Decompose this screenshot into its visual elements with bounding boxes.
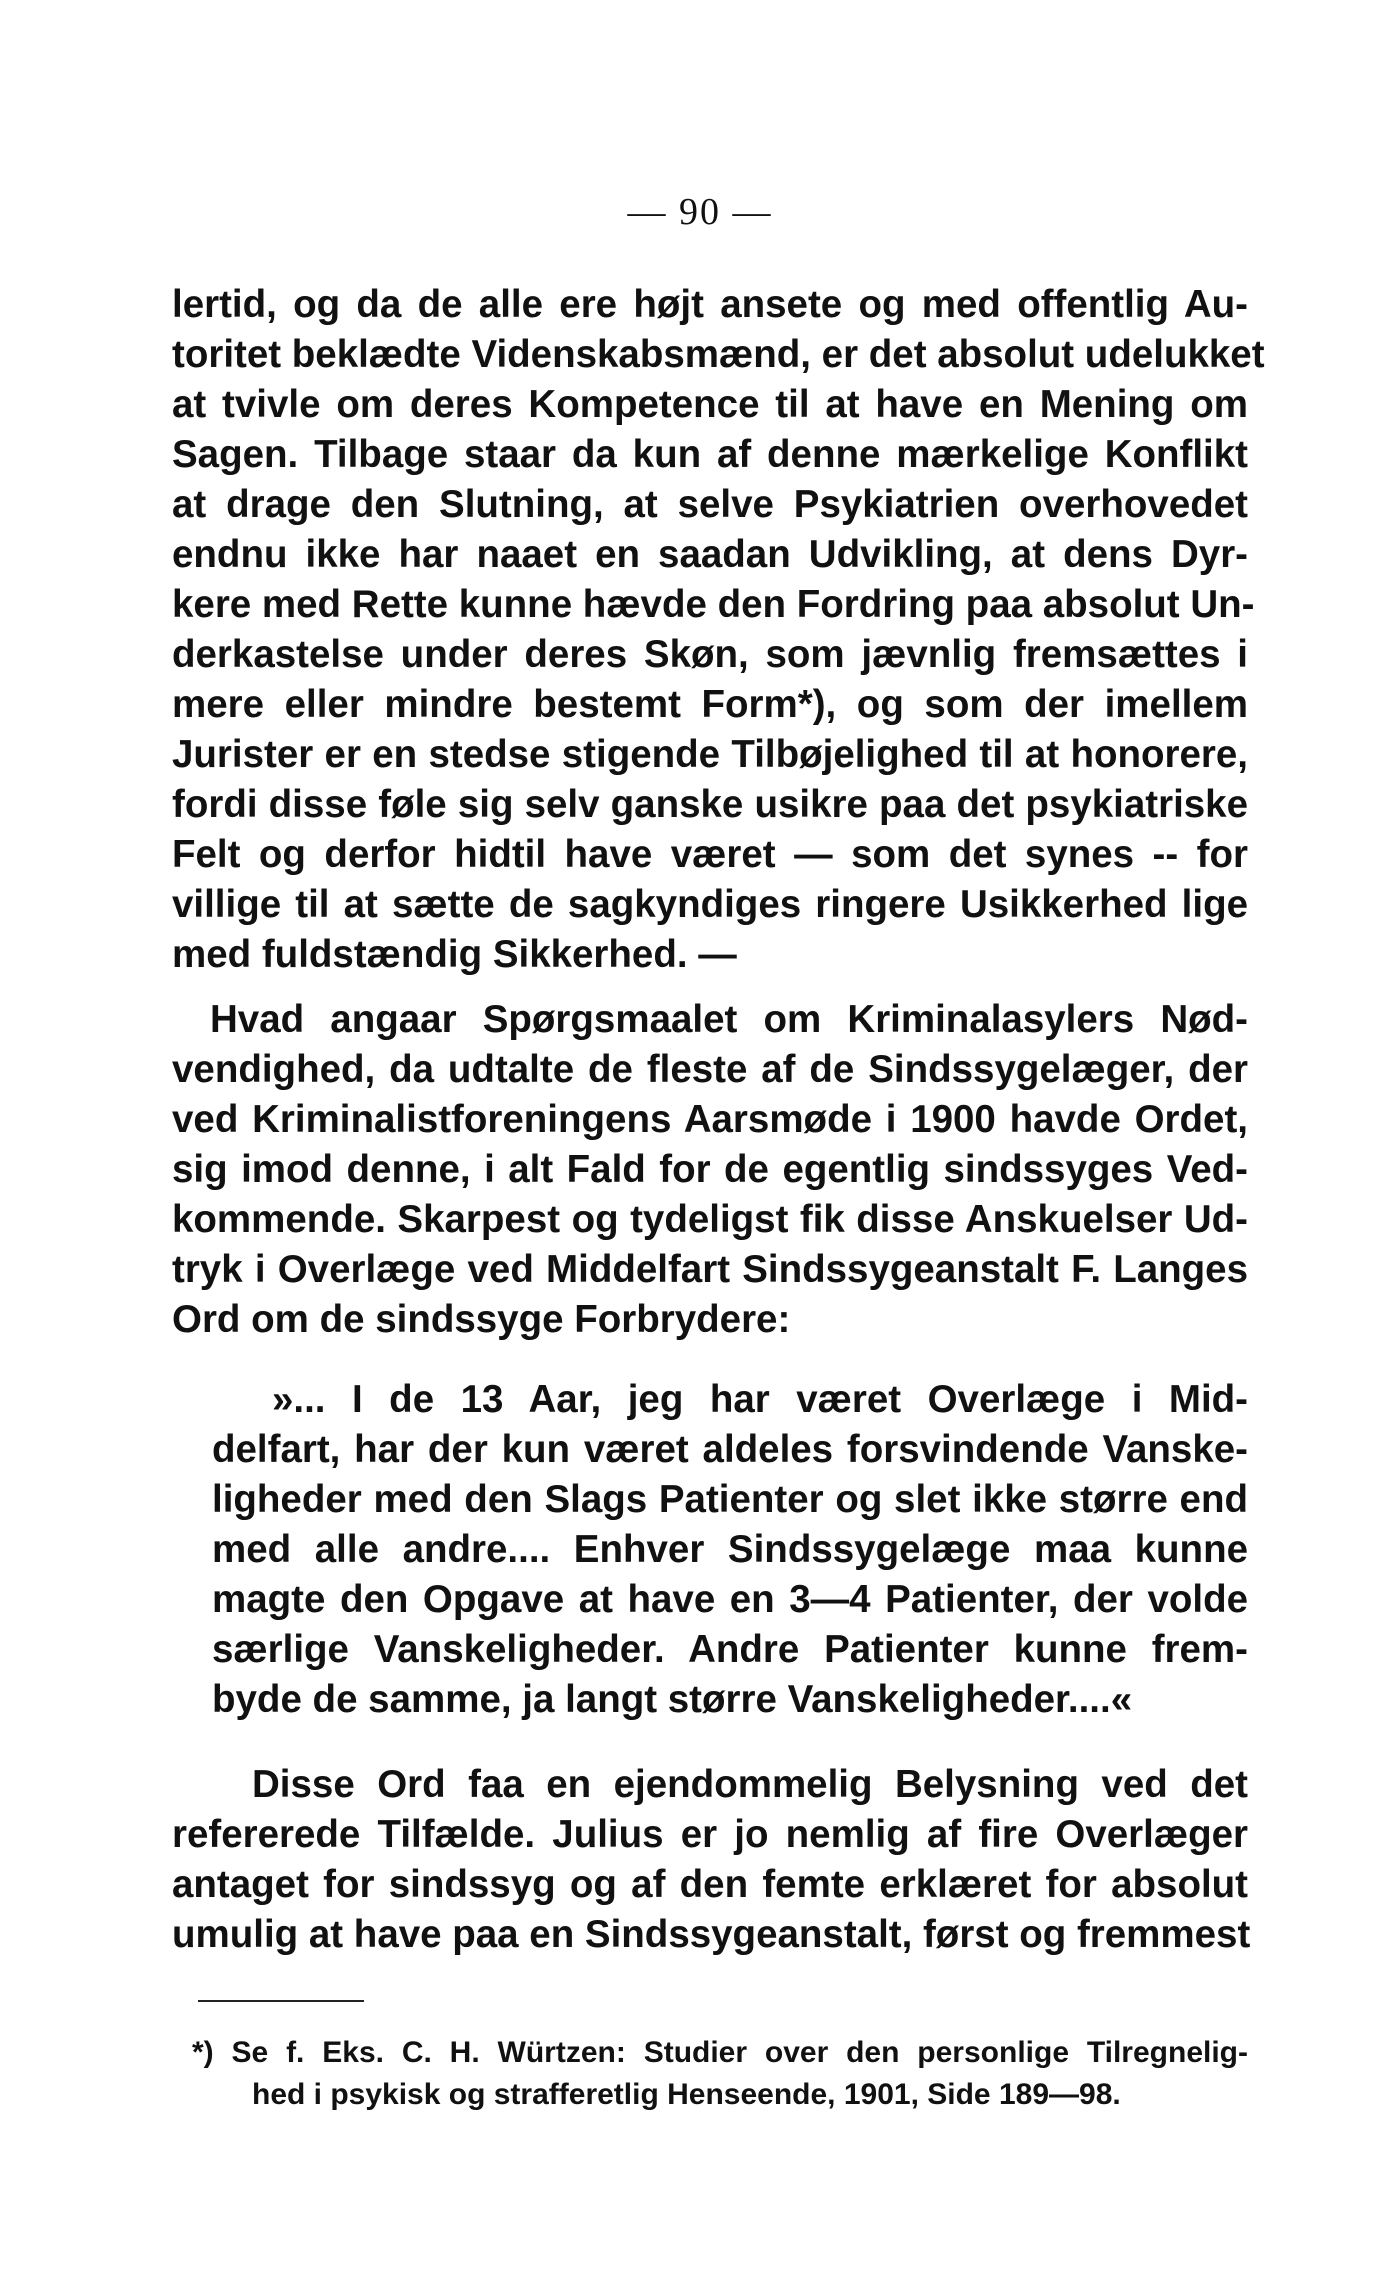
- text-line: fordi disse føle sig selv ganske usikre paa det psykiatriske: [172, 783, 1248, 826]
- text-line: Jurister er en stedse stigende Tilbøjelighed til at honorere,: [172, 733, 1248, 776]
- quote-line: delfart, har der kun været aldeles forsvindende Vanske-: [212, 1428, 1248, 1471]
- text-line: villige til at sætte de sagkyndiges ringere Usikkerhed lige: [172, 883, 1248, 926]
- paragraph-3: [172, 1760, 1251, 1960]
- text-line: sig imod denne, i alt Fald for de egentlig sindssyges Ved-: [172, 1148, 1248, 1191]
- text-line: Felt og derfor hidtil have været — som det synes -- for: [172, 833, 1248, 876]
- text-line: umulig at have paa en Sindssygeanstalt, først og fremmest: [172, 1913, 1251, 1956]
- footnote-line: hed i psykisk og strafferetlig Henseende, 1901, Side 189—98.: [252, 2078, 1121, 2111]
- quote-line: særlige Vanskeligheder. Andre Patienter kunne frem-: [212, 1628, 1248, 1671]
- text-line: Hvad angaar Spørgsmaalet om Kriminalasylers Nød-: [210, 998, 1248, 1041]
- text-line: Ord om de sindssyge Forbrydere:: [172, 1298, 791, 1341]
- text-line: kere med Rette kunne hævde den Fordring paa absolut Un-: [172, 583, 1255, 626]
- quote-line: magte den Opgave at have en 3—4 Patienter, der volde: [212, 1578, 1248, 1621]
- text-line: at drage den Slutning, at selve Psykiatrien overhovedet: [172, 483, 1248, 526]
- text-line: endnu ikke har naaet en saadan Udvikling, at dens Dyr-: [172, 533, 1248, 576]
- paragraph-1: [172, 280, 1265, 980]
- page-number: — 90 —: [627, 191, 773, 233]
- quote-line: »... I de 13 Aar, jeg har været Overlæge i Mid-: [272, 1378, 1248, 1421]
- text-line: at tvivle om deres Kompetence til at have en Mening om: [172, 383, 1248, 426]
- text-line: lertid, og da de alle ere højt ansete og med offentlig Au-: [172, 283, 1248, 326]
- quote-line: med alle andre.... Enhver Sindssygelæge maa kunne: [212, 1528, 1248, 1571]
- quote-line: ligheder med den Slags Patienter og slet ikke større end: [212, 1478, 1248, 1521]
- block-quote: [212, 1375, 1248, 1725]
- text-line: refererede Tilfælde. Julius er jo nemlig af fire Overlæger: [172, 1813, 1248, 1856]
- text-line: kommende. Skarpest og tydeligst fik disse Anskuelser Ud-: [172, 1198, 1248, 1241]
- text-line: antaget for sindssyg og af den femte erklæret for absolut: [172, 1863, 1248, 1906]
- text-line: vendighed, da udtalte de fleste af de Sindssygelæger, der: [172, 1048, 1248, 1091]
- quote-line: byde de samme, ja langt større Vanskeligheder....«: [212, 1678, 1133, 1721]
- text-line: derkastelse under deres Skøn, som jævnlig fremsættes i: [172, 633, 1248, 676]
- text-line: med fuldstændig Sikkerhed. —: [172, 933, 737, 976]
- text-line: ved Kriminalistforeningens Aarsmøde i 1900 havde Ordet,: [172, 1098, 1248, 1141]
- paragraph-2: [172, 995, 1248, 1345]
- footnote: [192, 2032, 1248, 2116]
- footnote-line: *) Se f. Eks. C. H. Würtzen: Studier over den personlige Tilregnelig-: [192, 2036, 1248, 2069]
- text-line: mere eller mindre bestemt Form*), og som der imellem: [172, 683, 1248, 726]
- text-line: toritet beklædte Videnskabsmænd, er det absolut udelukket: [172, 333, 1265, 376]
- text-line: tryk i Overlæge ved Middelfart Sindssygeanstalt F. Langes: [172, 1248, 1248, 1291]
- text-line: Disse Ord faa en ejendommelig Belysning ved det: [252, 1763, 1248, 1806]
- footnote-divider: [198, 2000, 364, 2002]
- text-line: Sagen. Tilbage staar da kun af denne mærkelige Konflikt: [172, 433, 1248, 476]
